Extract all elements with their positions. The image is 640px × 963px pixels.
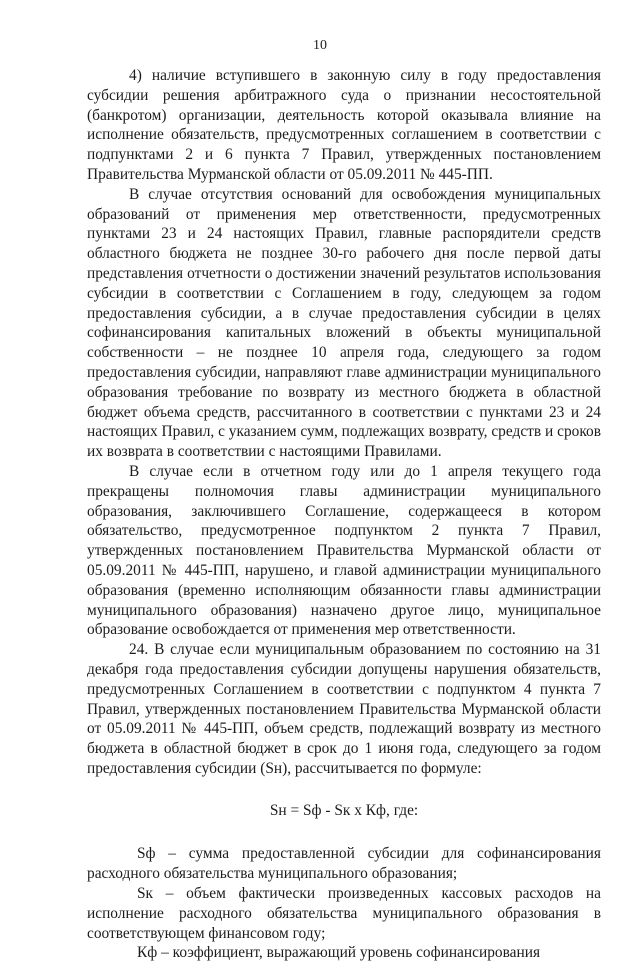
definition-kf: Кф – коэффициент, выражающий уровень софинансирования: [137, 944, 541, 962]
paragraph-no-grounds: В случае отсутствия оснований для освобождения муниципальных образований от применения мер ответственности, предусмотренных пунктами 23 и 24 настоящих Правил, главные распорядители средств областного бюджета не позднее 30-го рабочего дня после первой даты представления отчетности о достижении значений результатов использования субсидии в соответствии с Соглашением в году, следующем за годом предоставления субсидии, а в случае предоставления субсидии в целях софинансирования капитальных вложений в объекты муниципальной собственности – не позднее 10 апреля года, следующего за годом предоставления субсидии, направляют главе администрации муниципального образования требование по возврату из местного бюджета в областной бюджет объема средств, рассчитанного в соответствии с пунктами 23 и 24 настоящих Правил, с указанием сумм, подлежащих возврату, средств и сроков их возврата в соответствии с настоящими Правилами.: [87, 185, 601, 461]
formula: Sн = Sф - Sк x Кф, где:: [269, 801, 419, 819]
paragraph-powers-terminated: В случае если в отчетном году или до 1 апреля текущего года прекращены полномочия главы администрации муниципального образования, заключившего Соглашение, содержащееся в котором обязательство, предусмотренное подпунктом 2 пункта 7 Правил, утвержденных постановлением Правительства Мурманской области от 05.09.2011 № 445-ПП, нарушено, и главой администрации муниципального образования (временно исполняющим обязанности главы администрации муниципального образования) назначено другое лицо, муниципальное образование освобождается от применения мер ответственности.: [87, 462, 601, 639]
definition-sk: Sк – объем фактически произведенных кассовых расходов на исполнение расходного обязательства муниципального образования в соответствующем финансовом году;: [87, 885, 601, 942]
definition-sf: Sф – сумма предоставленной субсидии для софинансирования расходного обязательства муниципального образования;: [87, 845, 601, 883]
paragraph-24: 24. В случае если муниципальным образованием по состоянию на 31 декабря года предоставления субсидии допущены нарушения обязательств, предусмотренных Соглашением в соответствии с подпунктом 4 пункта 7 Правил, утвержденных постановлением Правительства Мурманской области от 05.09.2011 № 445-ПП, объем средств, подлежащий возврату из местного бюджета в областной бюджет в срок до 1 июня года, следующего за годом предоставления субсидии (Sн), рассчитывается по формуле:: [87, 641, 601, 777]
document-body: [87, 66, 601, 963]
page-number: 10: [313, 38, 327, 53]
paragraph-item-4: 4) наличие вступившего в законную силу в году предоставления субсидии решения арбитражного суда о признании несостоятельной (банкротом) организации, деятельность которой оказывала влияние на исполнение обязательств, предусмотренных соглашением в соответствии с подпунктами 2 и 6 пункта 7 Правил, утвержденных постановлением Правительства Мурманской области от 05.09.2011 № 445-ПП.: [87, 67, 601, 183]
